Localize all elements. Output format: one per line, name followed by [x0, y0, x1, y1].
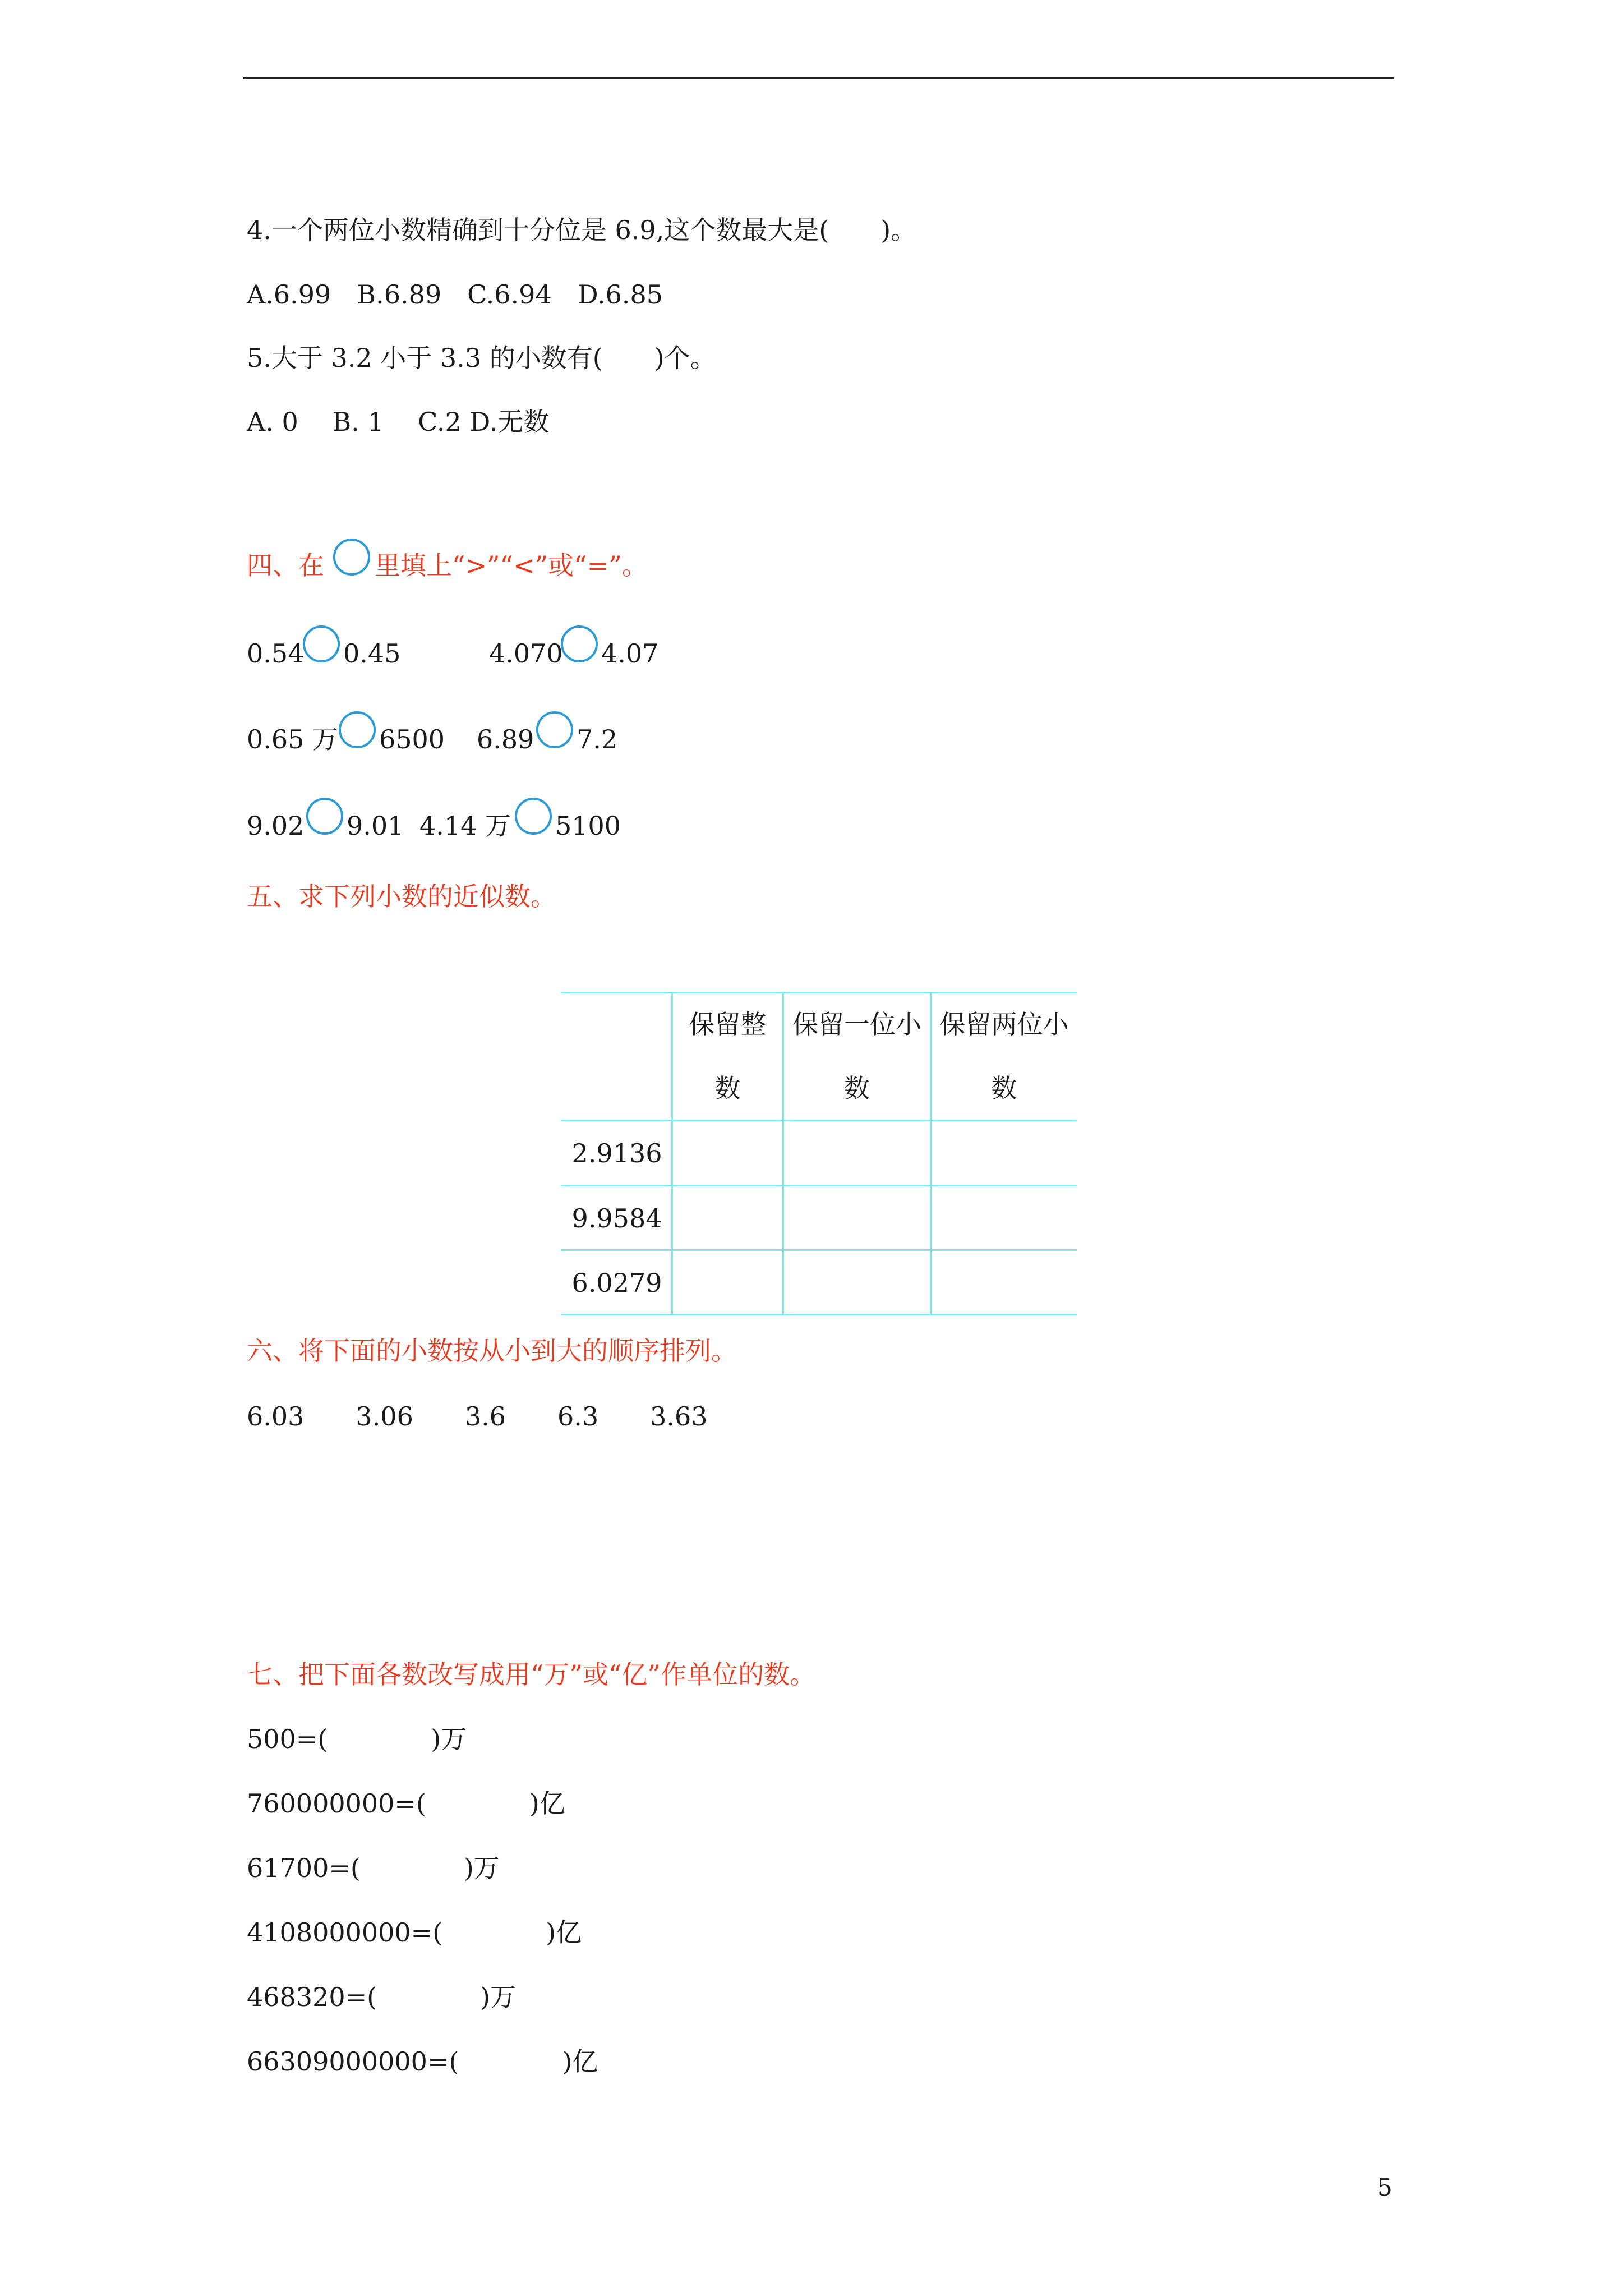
section-6-numbers: 6.03 3.06 3.6 6.3 3.63 [247, 1401, 708, 1432]
compare-6-right: 5100 [555, 811, 621, 841]
section-6-heading: 六、将下面的小数按从小到大的顺序排列。 [247, 1336, 737, 1366]
compare-2-left: 4.070 [489, 638, 563, 669]
section-4-heading-end: 里填上“>”“<”或“=”。 [375, 550, 648, 581]
compare-1-left: 0.54 [247, 638, 305, 669]
conversion-item: 468320=( )万 [247, 1982, 517, 2012]
compare-circle-5[interactable] [306, 798, 343, 835]
compare-circle-4[interactable] [536, 711, 573, 748]
compare-3-left: 0.65 万 [247, 724, 339, 754]
compare-4-left: 6.89 [477, 724, 534, 754]
compare-2-right: 4.07 [601, 638, 659, 669]
header-one-decimal-line2: 数 [844, 1073, 870, 1103]
page-number: 5 [1377, 2174, 1393, 2201]
compare-5-left: 9.02 [247, 811, 305, 841]
conversion-item: 61700=( )万 [247, 1853, 500, 1883]
table-row-label: 2.9136 [571, 1138, 662, 1168]
header-integer-line2: 数 [714, 1073, 741, 1103]
compare-circle-2[interactable] [561, 625, 598, 662]
header-rule [243, 77, 1394, 79]
conversion-item: 760000000=( )亿 [247, 1788, 565, 1819]
header-two-decimal-line2: 数 [991, 1073, 1017, 1103]
compare-circle-1[interactable] [303, 625, 340, 662]
approximation-table [561, 992, 1077, 1314]
header-integer-line1: 保留整 [689, 1009, 767, 1039]
compare-4-right: 7.2 [577, 724, 618, 754]
section-5-heading: 五、求下列小数的近似数。 [247, 881, 556, 912]
compare-6-left: 4.14 万 [419, 811, 511, 841]
question-5-options: A. 0 B. 1 C.2 D.无数 [247, 407, 550, 437]
conversion-item: 500=( )万 [247, 1724, 467, 1754]
compare-5-right: 9.01 [347, 811, 404, 841]
table-row-label: 6.0279 [571, 1268, 662, 1298]
question-4-options: A.6.99 B.6.89 C.6.94 D.6.85 [247, 279, 663, 310]
compare-1-right: 0.45 [343, 638, 401, 669]
compare-3-right: 6500 [379, 724, 445, 754]
conversion-item: 4108000000=( )亿 [247, 1917, 582, 1948]
section-7-heading: 七、把下面各数改写成用“万”或“亿”作单位的数。 [247, 1659, 816, 1690]
comparison-circle-icon [333, 539, 370, 576]
question-5-text: 5.大于 3.2 小于 3.3 的小数有( )个。 [247, 343, 716, 373]
header-one-decimal-line1: 保留一位小 [792, 1009, 921, 1039]
question-4-text: 4.一个两位小数精确到十分位是 6.9,这个数最大是( )。 [247, 215, 917, 245]
compare-circle-3[interactable] [339, 711, 376, 748]
section-4-heading-start: 四、在 [247, 550, 324, 581]
header-two-decimal-line1: 保留两位小 [939, 1009, 1069, 1039]
table-row-label: 9.9584 [571, 1203, 662, 1234]
conversion-item: 66309000000=( )亿 [247, 2046, 598, 2077]
compare-circle-6[interactable] [515, 798, 552, 835]
